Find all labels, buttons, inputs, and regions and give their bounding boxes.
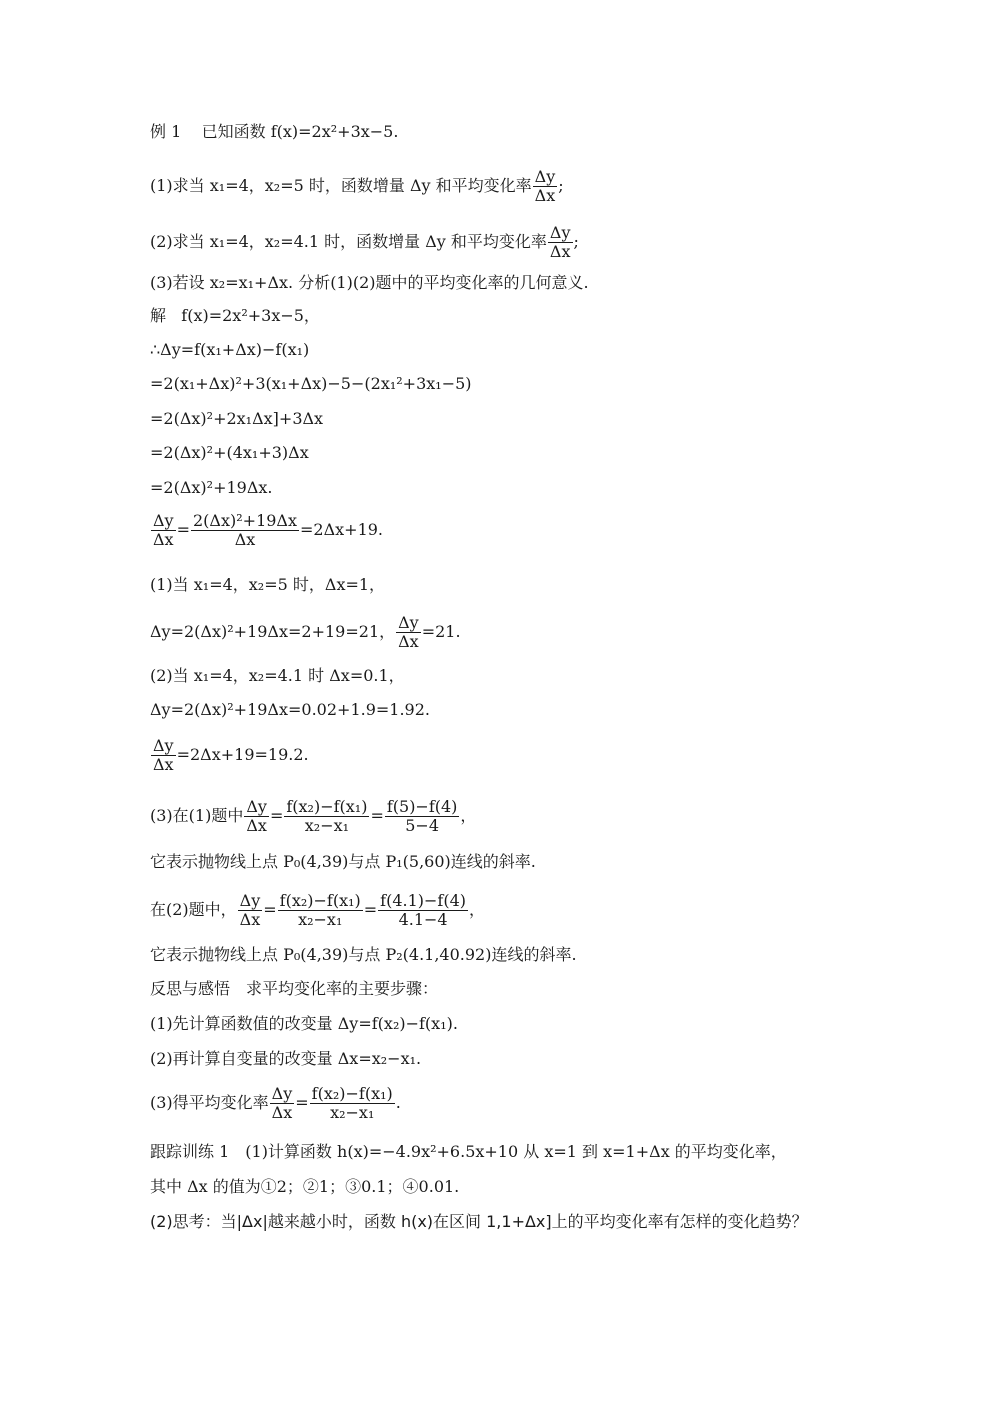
reflection-step1: (1)先计算函数值的改变量 Δy=f(x₂)−f(x₁). xyxy=(150,1014,458,1033)
solution-ratio: $\frac{\Delta y}{\Delta x}$ = $\frac{\text{2(Δx)²+19Δx}}{\Delta x}$ =2Δx+19. xyxy=(153,511,384,549)
part3-line1: (3)在(1)题中 $\frac{\Delta y}{\Delta x}$ = $\frac{\text{f(x₂)−f(x₁)}}{\text{x₂−x₁}}$ = $\frac{f(5)-f(4)}{5-4}$ ， xyxy=(150,797,477,835)
example-label: 例 1 xyxy=(150,122,182,141)
part2-line1: (2)当 x₁=4，x₂=4.1 时 Δx=0.1， xyxy=(150,666,405,685)
reflection-title: 反思与感悟 求平均变化率的主要步骤： xyxy=(150,979,439,998)
solution-line-2: =2(x₁+Δx)²+3(x₁+Δx)−5−(2x₁²+3x₁−5) xyxy=(150,374,472,393)
solution-line-5: =2(Δx)²+19Δx. xyxy=(150,478,273,497)
solution-line-4: =2(Δx)²+(4x₁+3)Δx xyxy=(150,443,309,462)
part3-line2: 在(2)题中， $\frac{\Delta y}{\Delta x}$ = $\frac{\text{f(x₂)−f(x₁)}}{\text{x₂−x₁}}$ = $\frac{f(4.1)-f(4)}{4.1-4}$ ， xyxy=(150,891,486,929)
practice-line3: (2)思考：当|Δx|越来越小时，函数 h(x)在区间 1,1+Δx]上的平均变化率有怎样的变化趋势？ xyxy=(150,1212,808,1231)
reflection-step2: (2)再计算自变量的改变量 Δx=x₂−x₁. xyxy=(150,1049,422,1068)
part2-line2: Δy=2(Δx)²+19Δx=0.02+1.9=1.92. xyxy=(150,700,430,719)
solution-label: 解 xyxy=(150,306,167,325)
solution-line-0: 解 f(x)=2x²+3x−5， xyxy=(150,306,320,325)
part3-meaning1: 它表示抛物线上点 P₀(4,39)与点 P₁(5,60)连线的斜率. xyxy=(150,852,536,871)
part3-meaning2: 它表示抛物线上点 P₀(4,39)与点 P₂(4.1,40.92)连线的斜率. xyxy=(150,945,577,964)
question-3: (3)若设 x₂=x₁+Δx. 分析(1)(2)题中的平均变化率的几何意义. xyxy=(150,273,589,292)
question-2-text: (2)求当 x₁=4，x₂=4.1 时，函数增量 Δy 和平均变化率 xyxy=(150,232,547,251)
reflection-step3: (3)得平均变化率 $\frac{\Delta y}{\Delta x}$ = $\frac{\text{f(x₂)−f(x₁)}}{\text{x₂−x₁}}$ . xyxy=(150,1084,401,1122)
fraction: $\frac{\Delta y}{\Delta x}$ xyxy=(534,167,556,205)
fraction: $\frac{\Delta y}{\Delta x}$ xyxy=(549,223,571,261)
question-1: (1)求当 x₁=4，x₂=5 时，函数增量 Δy 和平均变化率 $\frac{\Delta y}{\Delta x}$ ; xyxy=(150,167,564,205)
practice-line2: 其中 Δx 的值为①2；②1；③0.1；④0.01. xyxy=(150,1177,460,1196)
part1-line2: Δy=2(Δx)²+19Δx=2+19=21， $\frac{\Delta y}{\Delta x}$ =21. xyxy=(150,613,461,651)
solution-line-1: ∴Δy=f(x₁+Δx)−f(x₁) xyxy=(150,340,310,359)
part2-line3: $\frac{\Delta y}{\Delta x}$ =2Δx+19=19.2. xyxy=(153,736,309,774)
solution-line-3: =2(Δx)²+2x₁Δx]+3Δx xyxy=(150,409,324,428)
example-statement xyxy=(150,122,398,142)
practice-line1: 跟踪训练 1 (1)计算函数 h(x)=−4.9x²+6.5x+10 从 x=1 到 x=1+Δx 的平均变化率， xyxy=(150,1142,787,1161)
question-1-text: (1)求当 x₁=4，x₂=5 时，函数增量 Δy 和平均变化率 xyxy=(150,176,532,195)
example-text: 已知函数 f(x)=2x²+3x−5. xyxy=(201,122,399,141)
part1-line1: (1)当 x₁=4，x₂=5 时，Δx=1， xyxy=(150,575,386,594)
question-2: (2)求当 x₁=4，x₂=4.1 时，函数增量 Δy 和平均变化率 $\frac{\Delta y}{\Delta x}$ ; xyxy=(150,223,579,261)
